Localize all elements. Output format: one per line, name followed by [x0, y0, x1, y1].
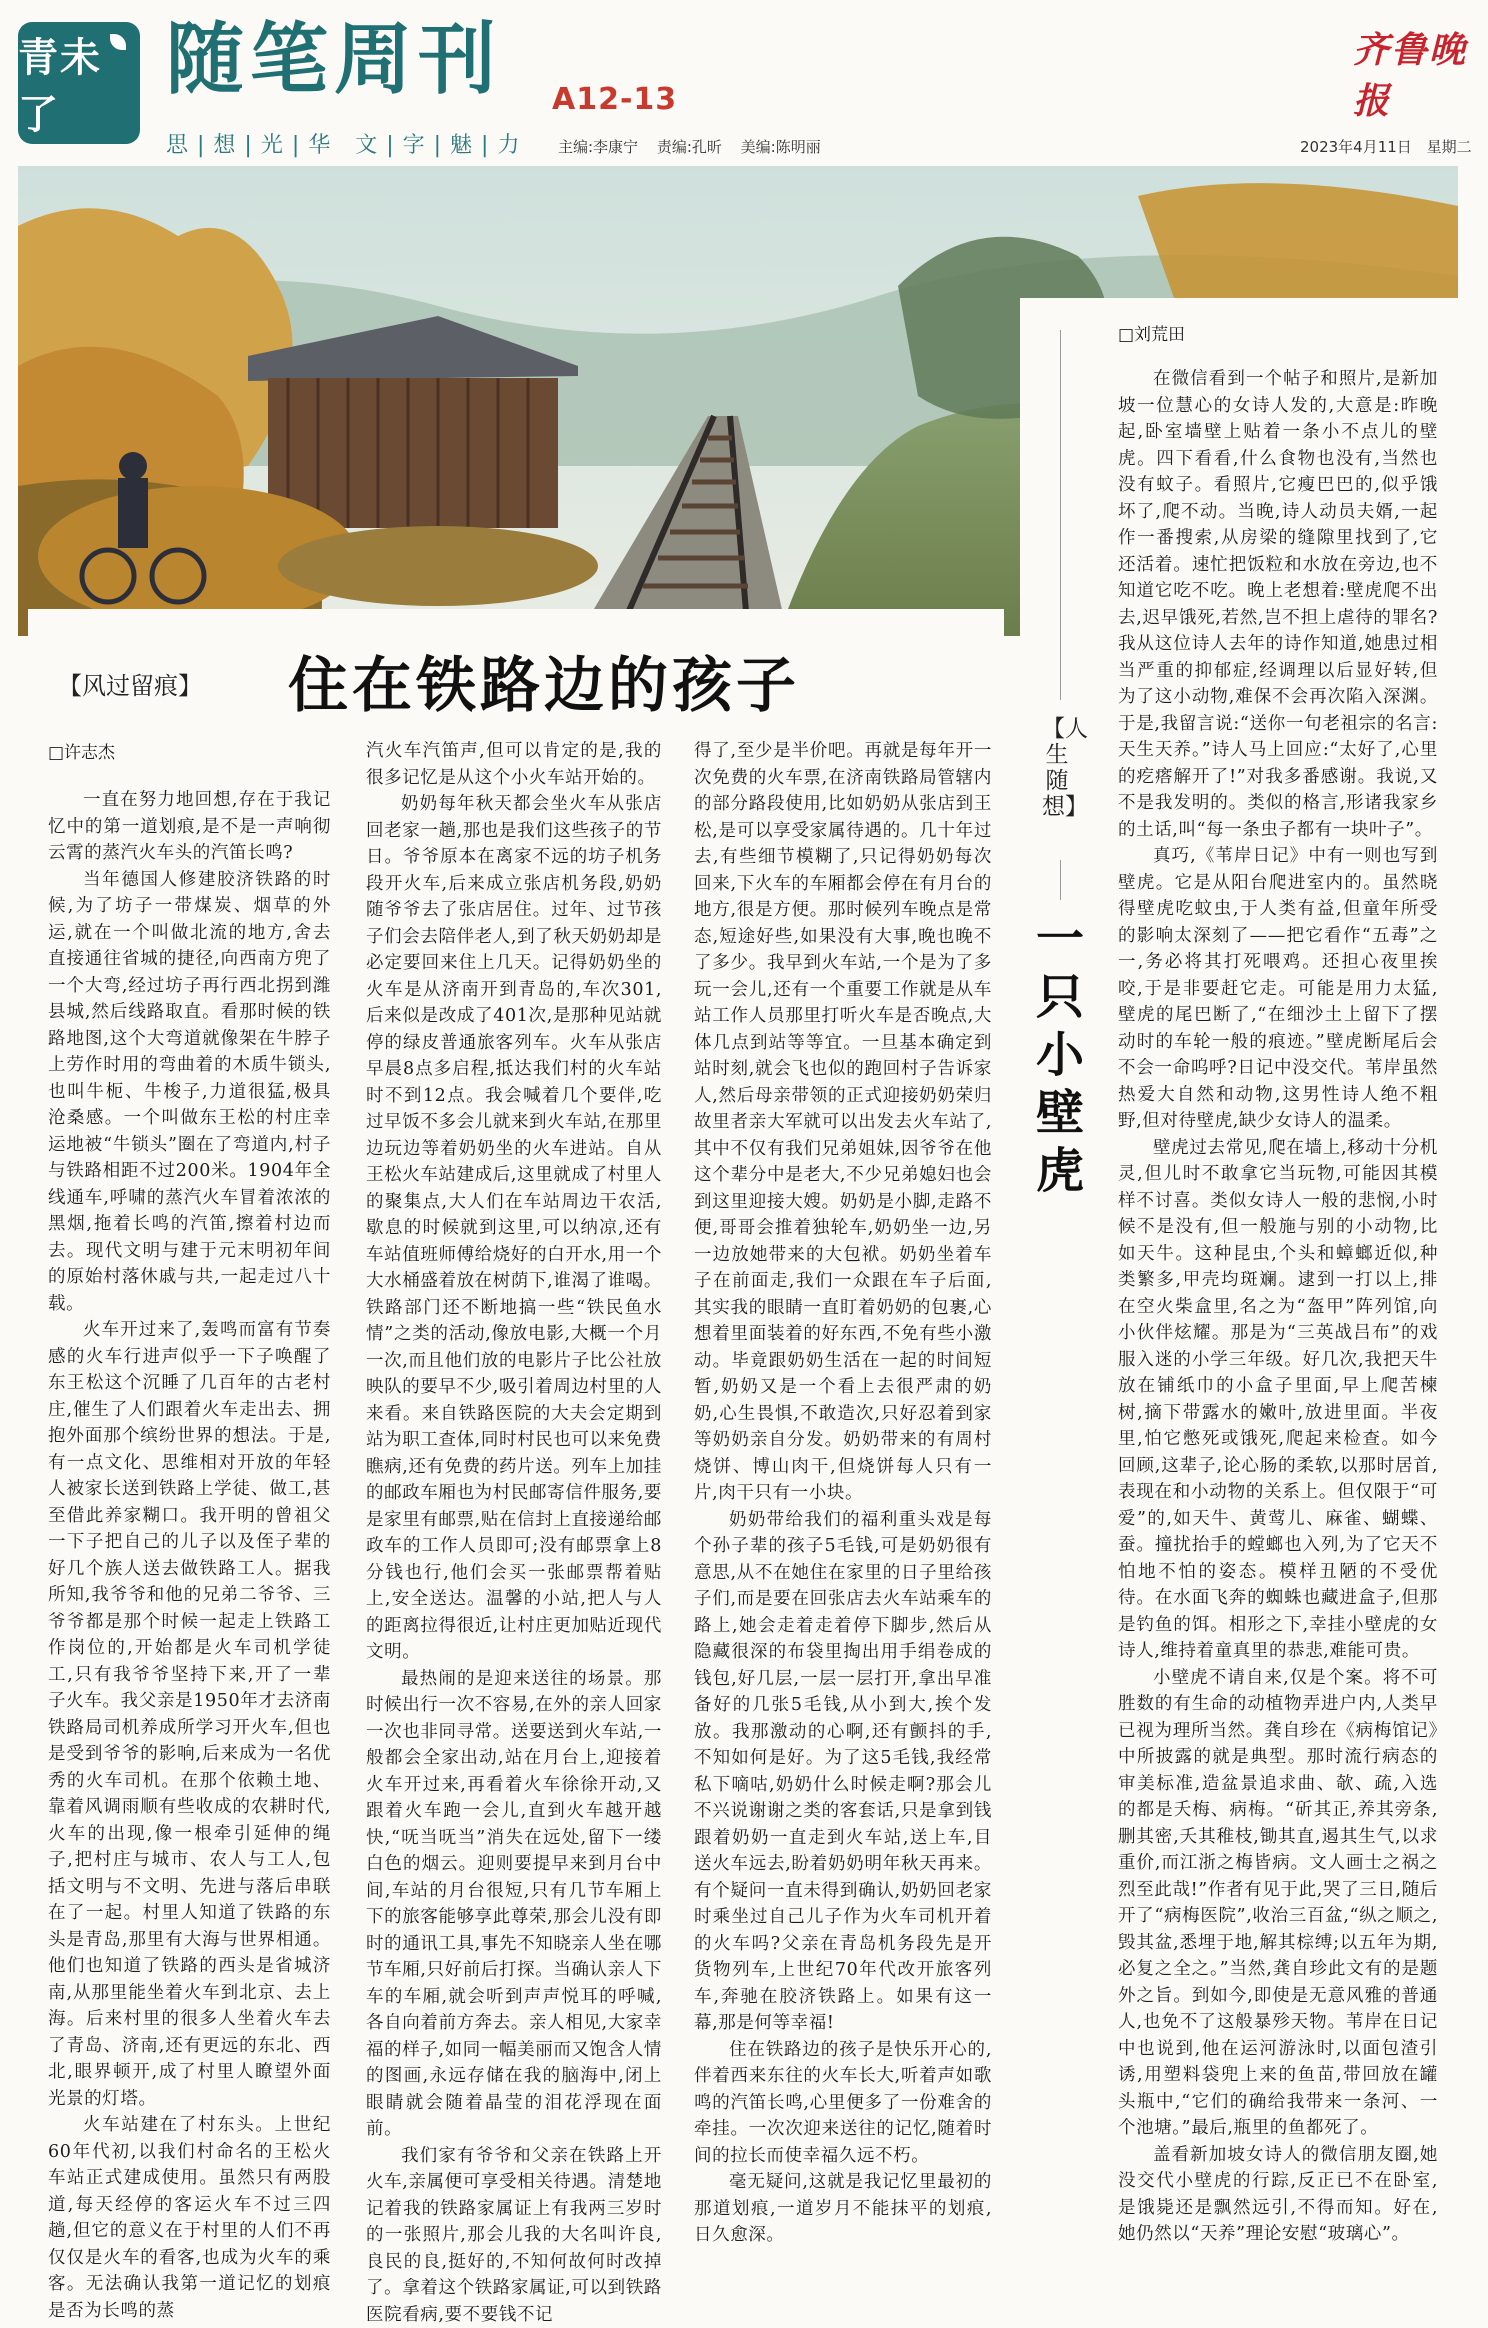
- paragraph: 火车开过来了,轰鸣而富有节奏感的火车行进声似乎一下子唤醒了东王松这个沉睡了几百年的古老村庄,催生了人们跟着火车走出去、拥抱外面那个缤纷世界的想法。于是,有一点文化、思维相对开放的年轻人被家长送到铁路上学徒、做工,甚至借此养家糊口。我开明的曾祖父一下子把自己的儿子以及侄子辈的好几个族人送去做铁路工人。据我所知,我爷爷和他的兄弟二爷爷、三爷爷都是那个时候一起走上铁路工作岗位的,开始都是火车司机学徒工,只有我爷爷坚持下来,开了一辈子火车。我父亲是1950年才去济南铁路局司机养成所学习开火车,但也是受到爷爷的影响,后来成为一名优秀的火车司机。在那个依赖土地、靠着风调雨顺有些收成的农耕时代,火车的出现,像一根牵引延伸的绳子,把村庄与城市、农人与工人,包括文明与不文明、先进与落后串联在了一起。村里人知道了铁路的东头是青岛,那里有大海与世界相通。他们也知道了铁路的西头是省城济南,从那里能坐着火车到北京、去上海。后来村里的很多人坐着火车去了青岛、济南,还有更远的东北、西北,眼界顿开,成了村里人瞭望外面光景的灯塔。: [48, 1317, 331, 2112]
- divider: [1060, 860, 1061, 900]
- paragraph: 得了,至少是半价吧。再就是每年开一次免费的火车票,在济南铁路局管辖内的部分路段使用,比如奶奶从张店到王松,是可以享受家属待遇的。几十年过去,有些细节模糊了,只记得奶奶每次回来,下火车的车厢都会停在有月台的地方,很是方便。那时候列车晚点是常态,短途好些,如果没有大事,晚也晚不了多少。我早到火车站,一个是为了多玩一会儿,还有一个重要工作就是从车站工作人员那里打听火车是否晚点,大体几点到站等等宜。一旦基本确定到站时刻,就会飞也似的跑回村子告诉家人,然后母亲带领的正式迎接奶奶荣归故里者亲大军就可以出发去火车站了,其中不仅有我们兄弟姐妹,因爷爷在他这个辈分中是老大,不少兄弟媳妇也会到这里迎接大嫂。奶奶是小脚,走路不便,哥哥会推着独轮车,奶奶坐一边,另一边放她带来的大包袱。奶奶坐着车子在前面走,我们一众跟在车子后面,其实我的眼睛一直盯着奶奶的包裹,心想着里面装着的好东西,不免有些小激动。毕竟跟奶奶生活在一起的时间短暂,奶奶又是一个看上去很严肃的奶奶,心生畏惧,不敢造次,只好忍着到家等奶奶亲自分发。奶奶带来的有周村烧饼、博山肉干,但烧饼每人只有一片,肉干只有一小块。: [694, 738, 992, 1507]
- column-slogan: 思|想|光|华 文|字|魅|力: [166, 128, 528, 159]
- paragraph: 真巧,《苇岸日记》中有一则也写到壁虎。它是从阳台爬进室内的。虽然晓得壁虎吃蚊虫,于人类有益,但童年所受的影响太深刻了——把它看作“五毒”之一,务必将其打死喂鸡。还担心夜里挨咬,于是非要赶它走。可能是用力太猛,壁虎的尾巴断了,“在细沙土上留下了摆动时的车轮一般的痕迹。”壁虎断尾后会不会一命呜呼?日记中没交代。苇岸虽然热爱大自然和动物,这男性诗人绝不粗野,但对待壁虎,缺少女诗人的温柔。: [1118, 843, 1438, 1135]
- paragraph: 当年德国人修建胶济铁路的时候,为了坊子一带煤炭、烟草的外运,就在一个叫做北流的地方,舍去直接通往省城的捷径,向西南方兜了一个大弯,经过坊子再行西北拐到潍县城,然后线路取直。看那时候的铁路地图,这个大弯道就像架在牛脖子上劳作时用的弯曲着的木质牛锁头,也叫牛枙、牛梭子,力道很猛,极具沧桑感。一个叫做东王松的村庄幸运地被“牛锁头”圈在了弯道内,村子与铁路相距不过200米。1904年全线通车,呼啸的蒸汽火车冒着浓浓的黑烟,拖着长鸣的汽笛,擦着村边而去。现代文明与建于元末明初年间的原始村落休戚与共,一起走过八十载。: [48, 867, 331, 1318]
- paragraph: 盖看新加坡女诗人的微信朋友圈,她没交代小壁虎的行踪,反正已不在卧室,是饿毙还是飘然远引,不得而知。好在,她仍然以“天养”理论安慰“玻璃心”。: [1118, 2142, 1438, 2248]
- article-column-3: [694, 738, 992, 2172]
- paragraph: 在微信看到一个帖子和照片,是新加坡一位慧心的女诗人发的,大意是:昨晚起,卧室墙壁上贴着一条小不点儿的壁虎。四下看看,什么食物也没有,当然也没有蚊子。看照片,它瘦巴巴的,似乎饿坏了,爬不动。当晚,诗人动员夫婿,一起作一番搜索,从房梁的缝隙里找到了,它还活着。速忙把饭粒和水放在旁边,也不知道它吃不吃。晚上老想着:壁虎爬不出去,迟早饿死,若然,岂不担上虐待的罪名?我从这位诗人去年的诗作知道,她患过相当严重的抑郁症,经调理以后显好转,但为了这小动物,难保不会再次陷入深渊。于是,我留言说:“送你一句老祖宗的名言:天生天养。”诗人马上回应:“太好了,心里的疙瘩解开了!”对我多番感谢。我说,又不是我发明的。类似的格言,形诸我家乡的土话,叫“每一条虫子都有一块叶子”。: [1118, 366, 1438, 843]
- paragraph: 火车站建在了村东头。上世纪60年代初,以我们村命名的王松火车站正式建成使用。虽然只有两股道,每天经停的客运火车不过三四趟,但它的意义在于村里的人们不再仅仅是火车的看客,也成为火车的乘客。无法确认我第一道记忆的划痕是否为长鸣的蒸: [48, 2112, 331, 2324]
- article-column-1: [48, 787, 331, 2172]
- section-tag: 【风过留痕】: [58, 666, 202, 701]
- paragraph: 住在铁路边的孩子是快乐开心的,伴着西来东往的火车长大,听着声如歌鸣的汽笛长鸣,心里便多了一份难舍的牵挂。一次次迎来送往的记忆,随着时间的拉长而使幸福久远不朽。: [694, 2037, 992, 2170]
- paragraph: 最热闹的是迎来送往的场景。那时候出行一次不容易,在外的亲人回家一次也非同寻常。送要送到火车站,一般都会全家出动,站在月台上,迎接着火车开过来,再看着火车徐徐开动,又跟着火车跑一会儿,直到火车越开越快,“呒当呒当”消失在远处,留下一缕白色的烟云。迎则要提早来到月台中间,车站的月台很短,只有几节车厢上下的旅客能够享此尊荣,那会儿没有即时的通讯工具,事先不知晓亲人坐在哪节车厢,只好前后打探。当确认亲人下车的车厢,就会听到声声悦耳的呼喊,各自向着前方奔去。亲人相见,大家幸福的样子,如同一幅美丽而又饱含人情的图画,永远存储在我的脑海中,闭上眼睛就会随着晶莹的泪花浮现在面前。: [366, 1666, 662, 2143]
- side-section-tag: 【人生随想】: [1042, 716, 1072, 820]
- paragraph: 奶奶每年秋天都会坐火车从张店回老家一趟,那也是我们这些孩子的节日。爷爷原本在离家不远的坊子机务段开火车,后来成立张店机务段,奶奶随爷爷去了张店居住。过年、过节孩子们会去陪伴老人,到了秋天奶奶却是必定要回来住上几天。记得奶奶坐的火车是从济南开到青岛的,车次301,后来似是改成了401次,是那种见站就停的绿皮普通旅客列车。火车从张店早晨8点多启程,抵达我们村的火车站时不到12点。我会喊着几个要伴,吃过早饭不多会儿就来到火车站,在那里边玩边等着奶奶坐的火车进站。自从王松火车站建成后,这里就成了村里人的聚集点,大人们在车站周边干农活,歇息的时候就到这里,可以纳凉,还有车站值班师傅给烧好的白开水,用一个大水桶盛着放在树荫下,谁渴了谁喝。铁路部门还不断地搞一些“铁民鱼水情”之类的活动,像放电影,大概一个月一次,而且他们放的电影片子比公社放映队的要早不少,吸引着周边村里的人来看。来自铁路医院的大夫会定期到站为职工查体,同时村民也可以来免费瞧病,还有免费的药片送。列车上加挂的邮政车厢也为村民邮寄信件服务,要是家里有邮票,贴在信封上直接递给邮政车的工作人员即可;没有邮票拿上8分钱也行,他们会买一张邮票帮着贴上,安全送达。温馨的小站,把人与人的距离拉得很近,让村庄更加贴近现代文明。: [366, 791, 662, 1666]
- issue-number: A12-13: [552, 82, 677, 117]
- divider: [1060, 330, 1061, 700]
- issue-date: 2023年4月11日 星期二: [1300, 136, 1472, 157]
- side-article-body: [1118, 366, 1438, 2174]
- paragraph: 奶奶带给我们的福利重头戏是每个孙子辈的孩子5毛钱,可是奶奶很有意思,从不在她住在家里的日子里给孩子们,而是要在回张店去火车站乘车的路上,她会走着走着停下脚步,然后从隐藏很深的布袋里掏出用手绢卷成的钱包,好几层,一层一层打开,拿出早准备好的几张5毛钱,从小到大,挨个发放。我那激动的心啊,还有颤抖的手,不知如何是好。为了这5毛钱,我经常私下嘀咕,奶奶什么时候走啊?那会儿不兴说谢谢之类的客套话,只是拿到钱跟着奶奶一直走到火车站,送上车,目送火车远去,盼着奶奶明年秋天再来。有个疑问一直未得到确认,奶奶回老家时乘坐过自己儿子作为火车司机开着的火车吗?父亲在青岛机务段先是开货物列车,上世纪70年代改开旅客列车,奔驰在胶济铁路上。如果有这一幕,那是何等幸福!: [694, 1507, 992, 2037]
- side-article-author: □刘荒田: [1118, 320, 1185, 345]
- column-name: 随笔周刊: [166, 12, 502, 108]
- logo-text: 青未了: [18, 26, 140, 140]
- paragraph: 汽火车汽笛声,但可以肯定的是,我的很多记忆是从这个小火车站开始的。: [366, 738, 662, 791]
- paragraph: 壁虎过去常见,爬在墙上,移动十分机灵,但儿时不敢拿它当玩物,可能因其模样不讨喜。类似女诗人一般的悲悯,小时候不是没有,但一般施与别的小动物,比如天牛。这种昆虫,个头和蟑螂近似,种类繁多,甲壳均斑斓。逮到一打以上,排在空火柴盒里,名之为“盔甲”阵列馆,向小伙伴炫耀。那是为“三英战吕布”的戏服入迷的小学三年级。好几次,我把天牛放在铺纸巾的小盒子里面,早上爬苦楝树,摘下带露水的嫩叶,放进里面。半夜里,怕它憋死或饿死,爬起来检查。如今回顾,这辈子,论心肠的柔软,以那时居首,表现在和小动物的关系上。但仅限于“可爱”的,如天牛、黄莺儿、麻雀、蝴蝶、蚕。撞扰抬手的螳螂也入列,为了它天不怕地不怕的姿态。模样丑陋的不受优待。在水面飞奔的蜘蛛也藏进盒子,但那是钓鱼的饵。相形之下,幸挂小壁虎的女诗人,维持着童真里的恭悲,难能可贵。: [1118, 1135, 1438, 1665]
- staff-credits: 主编:李康宁 责编:孔昕 美编:陈明丽: [558, 136, 821, 157]
- article-author: □许志杰: [48, 738, 115, 763]
- paragraph: 我们家有爷爷和父亲在铁路上开火车,亲属便可享受相关待遇。清楚地记着我的铁路家属证上有我两三岁时的一张照片,那会儿我的大名叫许良,良民的良,挺好的,不知何故何时改掉了。拿着这个铁路家属证,可以到铁路医院看病,要不要钱不记: [366, 2143, 662, 2328]
- newspaper-logo: 齐鲁晚报: [1353, 22, 1488, 124]
- side-article-title: 一只小壁虎: [1032, 910, 1088, 1200]
- paragraph: 毫无疑问,这就是我记忆里最初的那道划痕,一道岁月不能抹平的划痕,日久愈深。: [694, 2169, 992, 2249]
- paragraph: 一直在努力地回想,存在于我记忆中的第一道划痕,是不是一声响彻云霄的蒸汽火车头的汽笛长鸣?: [48, 787, 331, 867]
- article-title: 住在铁路边的孩子: [288, 638, 800, 724]
- paragraph: 小壁虎不请自来,仅是个案。将不可胜数的有生命的动植物弄进户内,人类早已视为理所当然。龚自珍在《病梅馆记》中所披露的就是典型。那时流行病态的审美标准,造盆景追求曲、欹、疏,入选的都是夭梅、病梅。“斫其正,养其旁条,删其密,夭其稚枝,锄其直,遏其生气,以求重价,而江浙之梅皆病。文人画士之祸之烈至此哉!”作者有见于此,哭了三日,随后开了“病梅医院”,收治三百盆,“纵之顺之,毁其盆,悉埋于地,解其棕缚;以五年为期,必复之全之。”当然,龚自珍此文有的是题外之旨。到如今,即使是无意风雅的普通人,也免不了这般暴殄天物。苇岸在日记中也说到,他在运河游泳时,以面包渣引诱,用塑料袋兜上来的鱼苗,带回放在罐头瓶中,“它们的确给我带来一条河、一个池塘。”最后,瓶里的鱼都死了。: [1118, 1665, 1438, 2142]
- article-column-2: [366, 738, 662, 2172]
- column-logo: [18, 22, 140, 144]
